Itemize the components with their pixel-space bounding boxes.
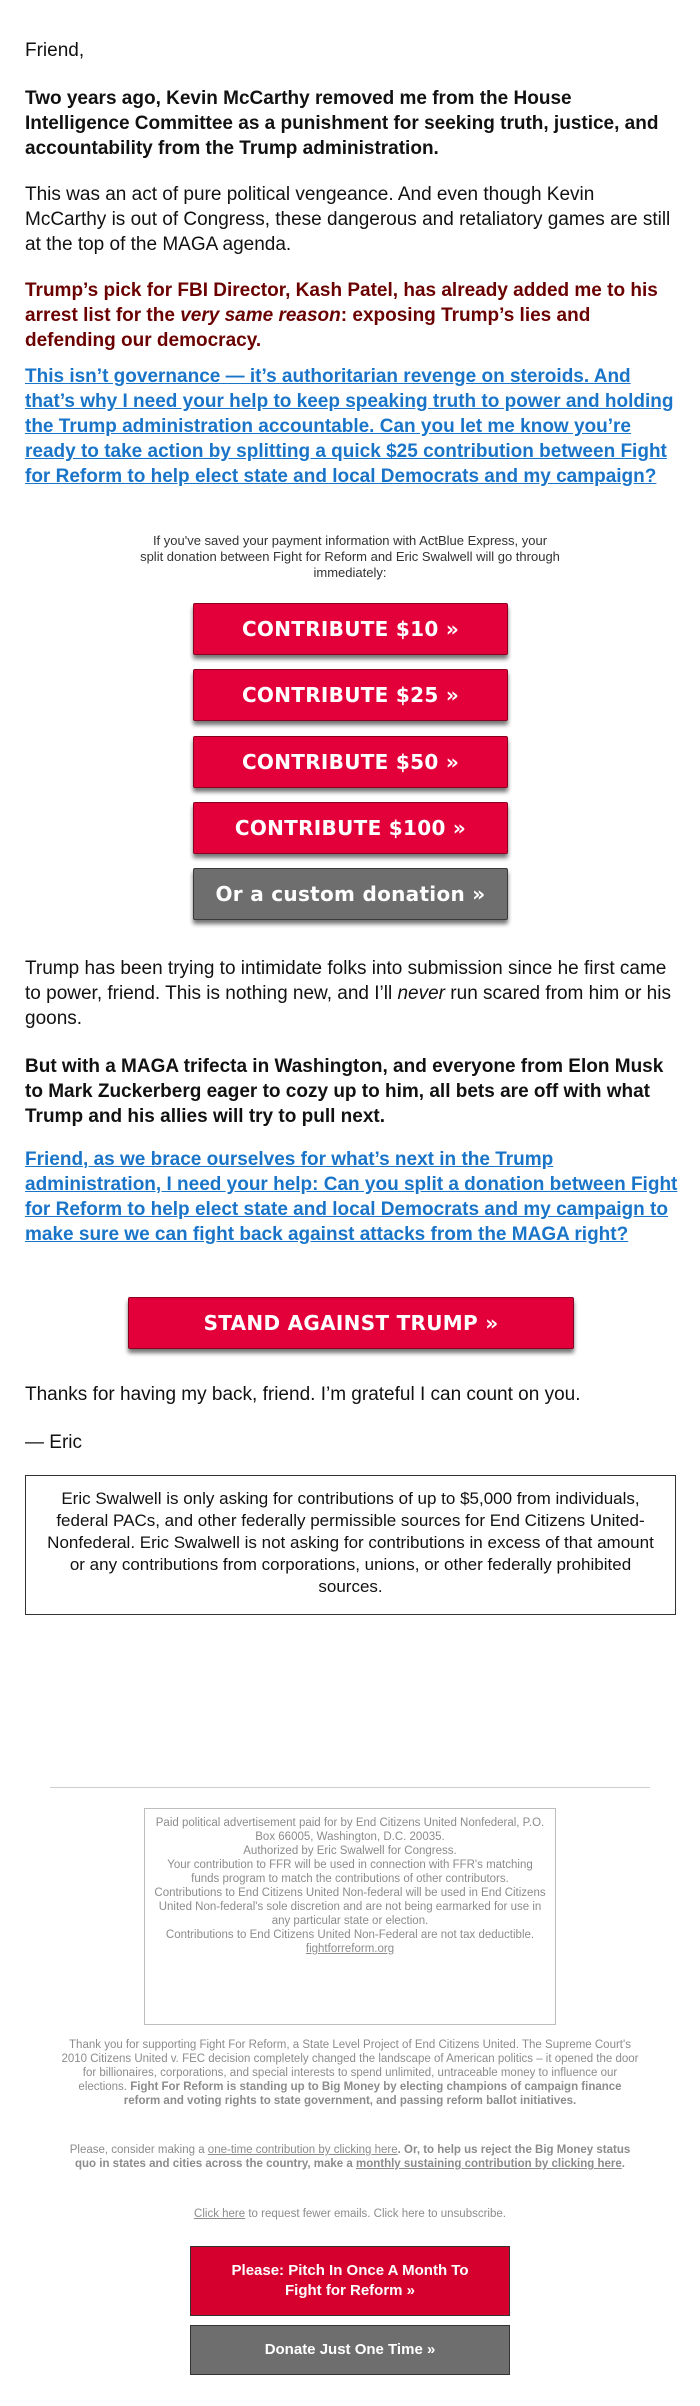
signoff: — Eric [25,1432,82,1453]
ecu-earmark-note: Contributions to End Citizens United Non-federal will be used in End Citizens United Non-federal's sole discretion and are not being earmarked for use in any particular state or election. [154,1887,546,1927]
ffr-matching-note: Your contribution to FFR will be used in connection with FFR's matching funds program to match the contributions of other contributors. [167,1859,533,1885]
stand-against-trump-button[interactable]: STAND AGAINST TRUMP » [128,1297,574,1349]
contribute-100-button[interactable]: CONTRIBUTE $100 » [193,802,508,854]
paragraph-patel-italic: very same reason [180,305,341,326]
thank-you-bold-text: Fight For Reform is standing up to Big Money by electing champions of campaign finance reform and voting rights to state government, and passing reform ballot initiatives. [123,2081,622,2107]
monthly-donation-button[interactable]: Please: Pitch In Once A Month To Fight for Reform » [190,2246,510,2316]
one-time-contribution-link[interactable]: one-time contribution by clicking here [207,2144,398,2156]
unsubscribe-text: to request fewer emails. Click here to unsubscribe. [245,2208,506,2220]
thank-you-paragraph [60,2038,640,2108]
paragraph-vengeance: This was an act of pure political vengeance. And even though Kevin McCarthy is out of Congress, these dangerous and retaliatory games are still at the top of the MAGA agenda. [25,184,671,255]
contribute-25-button[interactable]: CONTRIBUTE $25 » [193,669,508,721]
thank-you-text: Thank you for supporting Fight For Reform, a State Level Project of End Citizens United. The Supreme Court's 2010 Citizens United v. FEC decision completely changed the landscape of American politics – it opened the door for billionaires, corporations, and special interests to spend unlimited, untraceable money to influence our elections. [61,2039,639,2093]
paragraph-patel-end: : exposing Trump’s lies and defending our democracy. [25,305,591,351]
paragraph-intimidate-start: Trump has been trying to intimidate folks into submission since he first came to power, friend. This is nothing new, and I’ll [25,958,667,1004]
contribute-10-button[interactable]: CONTRIBUTE $10 » [193,603,508,655]
contribute-50-button[interactable]: CONTRIBUTE $50 » [193,736,508,788]
actblue-express-note: If you've saved your payment information with ActBlue Express, your split donation between Fight for Reform and Eric Swalwell will go through immediately: [140,533,560,580]
paid-for-text: Paid political advertisement paid for by End Citizens United Nonfederal, P.O. Box 66005, Washington, D.C. 20035. [155,1817,545,1843]
donate-link-split-25[interactable]: This isn’t governance — it’s authoritarian revenge on steroids. And that’s why I need your help to keep speaking truth to power and holding the Trump administration accountable. Can you let me know you’re ready to take action by splitting a quick $25 contribution between Fight for Reform to help elect state and local Democrats and my campaign? [25,366,674,487]
consider-paragraph [60,2143,640,2171]
consider-text-end: . [621,2158,625,2170]
monthly-contribution-link[interactable]: monthly sustaining contribution by clicking here [355,2158,622,2170]
tax-deductible-note: Contributions to End Citizens United Non-Federal are not tax deductible. [165,1929,535,1941]
paragraph-maga-trifecta: But with a MAGA trifecta in Washington, and everyone from Elon Musk to Mark Zuckerberg eager to cozy up to him, all bets are off with what Trump and his allies will try to pull next. [25,1056,664,1127]
paragraph-patel [25,278,680,353]
donate-link-split-donation[interactable]: Friend, as we brace ourselves for what’s next in the Trump administration, I need your help: Can you split a donation between Fight for Reform to help elect state and local Democrats and my campaign to make sure we can fight back against attacks from the MAGA right? [25,1149,678,1245]
paragraph-intimidate-italic: never [397,983,446,1004]
authorized-text: Authorized by Eric Swalwell for Congress. [243,1845,457,1857]
greeting: Friend, [25,40,85,61]
paragraph-mccarthy: Two years ago, Kevin McCarthy removed me from the House Intelligence Committee as a punishment for seeking truth, justice, and accountability from the Trump administration. [25,88,659,159]
unsubscribe-line [60,2207,640,2221]
thanks-line: Thanks for having my back, friend. I’m grateful I can count on you. [25,1384,581,1405]
one-time-donation-button[interactable]: Donate Just One Time » [190,2325,510,2375]
contribution-disclaimer [25,1475,676,1615]
consider-text-middle: . Or, to help us reject the Big Money status quo in states and cities across the country, make a [74,2144,631,2170]
custom-donation-button[interactable]: Or a custom donation » [193,868,508,920]
paid-for-box [144,1808,556,2025]
footer-divider [50,1787,650,1788]
fightforreform-link[interactable]: fightforreform.org [305,1943,395,1955]
paragraph-intimidate [25,956,680,1031]
contribution-disclaimer-text: Eric Swalwell is only asking for contributions of up to $5,000 from individuals, federal PACs, and other federally permissible sources for End Citizens United-Nonfederal. Eric Swalwell is not asking for contributions in excess of that amount or any contributions from corporations, unions, or other federally prohibited sources. [47,1489,654,1596]
fewer-emails-link[interactable]: Click here [194,2208,246,2220]
consider-text-start: Please, consider making a [69,2144,208,2156]
paragraph-intimidate-end: run scared from him or his goons. [25,983,671,1029]
paragraph-patel-start: Trump’s pick for FBI Director, Kash Patel, has already added me to his arrest list for the [25,280,658,326]
